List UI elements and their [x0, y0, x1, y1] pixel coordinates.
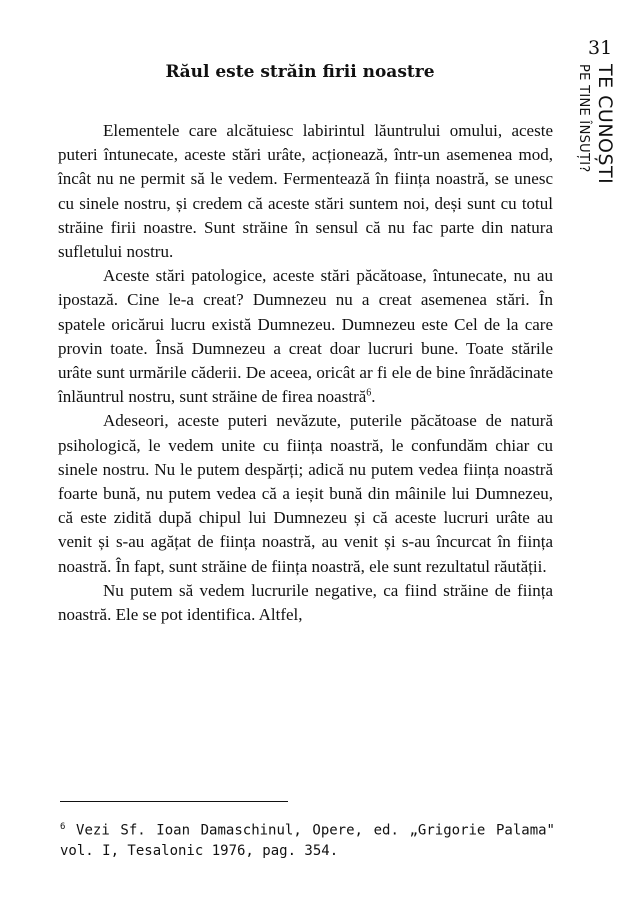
section-title: Răul este străin firii noastre	[165, 62, 435, 82]
footnote-marker: 6	[60, 822, 66, 832]
footnote	[60, 817, 555, 861]
running-head-title: TE CUNOȘTI	[594, 64, 616, 185]
paragraph-text: Aceste stări patologice, aceste stări păcătoase, întunecate, nu au ipostază. Cine le-a creat? Dumnezeu nu a creat asemenea stări. În spatele oricărui lucru există Dumnezeu. Dumnezeu este Cel de la care provin toate. Însă Dumnezeu a creat doar lucruri bune. Toate stările urâte sunt urmările căderii. De aceea, oricât ar fi ele de bine înrădăcinate înlăuntrul nostru, sunt străine de firea noastră	[58, 266, 553, 407]
paragraph	[58, 264, 553, 409]
paragraph-tail: .	[371, 387, 376, 407]
paragraph: Elementele care alcătuiesc labirintul lăuntrului omului, aceste puteri întunecate, aceste stări urâte, acționează, într-un asemenea mod, încât nu ne permit să le vedem. Fermentează în ființa noastră, se unesc cu sinele nostru, și credem că aceste stări suntem noi, deși sunt cu totul străine firii noastre. Sunt străine în sensul că nu fac parte din natura sufletului nostru.	[58, 121, 553, 262]
footnote-reference[interactable]: 6	[366, 387, 372, 399]
running-head	[570, 64, 626, 234]
page-number: 31	[588, 37, 613, 59]
footnote-divider	[60, 801, 288, 802]
paragraph: Nu putem să vedem lucrurile negative, ca fiind străine de ființa noastră. Ele se pot identifica. Altfel,	[58, 580, 553, 625]
running-head-subtitle: PE TINE ÎNSUȚI?	[576, 64, 591, 173]
paragraph: Adeseori, aceste puteri nevăzute, puterile păcătoase de natură psihologică, le vedem unite cu ființa noastră, le confundăm chiar cu sinele nostru. Nu le putem despărți; adică nu putem vedea ființa noastră foarte bună, nu putem vedea că a ieșit bună din mâinile lui Dumnezeu, că este zidită după chipul lui Dumnezeu și că aceste lucruri urâte au venit și s-au agățat de ființa noastră, au venit și s-au încurcat în ființa noastră. În fapt, sunt străine de ființa noastră, ele sunt rezultatul răutății.	[58, 411, 553, 576]
body-text	[58, 119, 553, 627]
footnote-text: Vezi Sf. Ioan Damaschinul, Opere, ed. „Grigorie Palama" vol. I, Tesalonic 1976, pag. 354.	[60, 822, 555, 859]
